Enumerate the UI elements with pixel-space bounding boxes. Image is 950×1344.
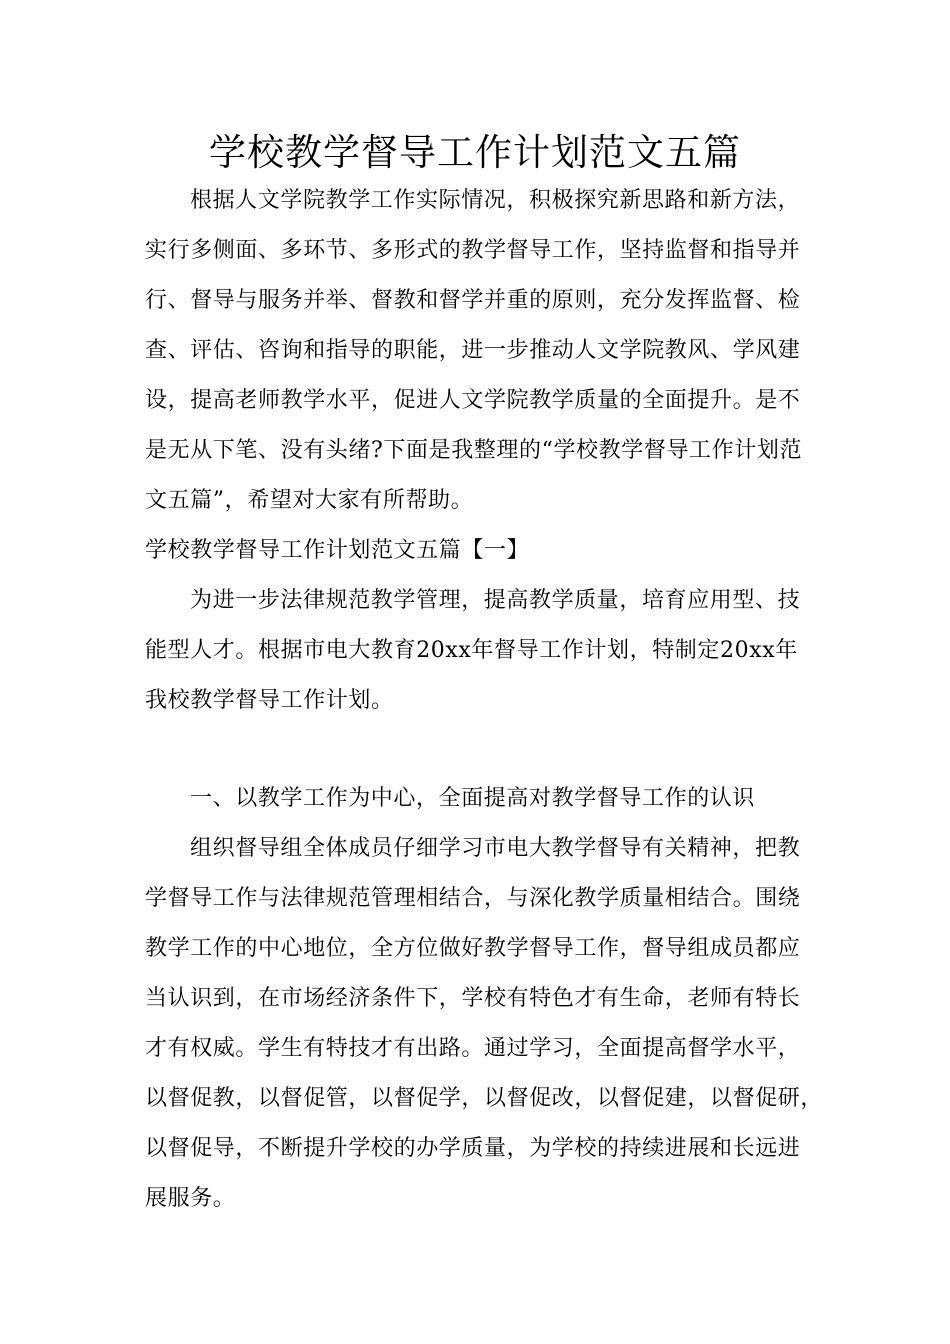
intro-line: 实行多侧面、多环节、多形式的教学督导工作，坚持监督和指导并 bbox=[145, 238, 801, 263]
section-heading: 学校教学督导工作计划范文五篇【一】 bbox=[145, 538, 530, 563]
intro-line: 文五篇”，希望对大家有所帮助。 bbox=[145, 488, 474, 513]
paragraph-line: 展服务。 bbox=[145, 1186, 236, 1211]
intro-line: 查、评估、咨询和指导的职能，进一步推动人文学院教风、学风建 bbox=[145, 338, 801, 363]
subheading: 一、以教学工作为中心，全面提高对教学督导工作的认识 bbox=[190, 786, 756, 811]
paragraph-line: 当认识到，在市场经济条件下，学校有特色才有生命，老师有特长 bbox=[145, 986, 801, 1011]
document-title: 学校教学督导工作计划范文五篇 bbox=[209, 131, 741, 174]
intro-line: 设，提高老师教学水平，促进人文学院教学质量的全面提升。是不 bbox=[145, 388, 801, 413]
paragraph-line: 学督导工作与法律规范管理相结合，与深化教学质量相结合。围绕 bbox=[145, 886, 801, 911]
paragraph-line: 以督促导，不断提升学校的办学质量，为学校的持续进展和长远进 bbox=[145, 1136, 801, 1161]
paragraph-line: 以督促教，以督促管，以督促学，以督促改，以督促建，以督促研， bbox=[145, 1086, 824, 1111]
paragraph-line: 我校教学督导工作计划。 bbox=[145, 688, 394, 713]
paragraph-line: 组织督导组全体成员仔细学习市电大教学督导有关精神，把教 bbox=[190, 836, 801, 861]
intro-line: 是无从下笔、没有头绪?下面是我整理的“学校教学督导工作计划范 bbox=[145, 438, 803, 463]
intro-line: 行、督导与服务并举、督教和督学并重的原则，充分发挥监督、检 bbox=[145, 288, 801, 313]
paragraph-line: 为进一步法律规范教学管理，提高教学质量，培育应用型、技 bbox=[190, 588, 801, 613]
paragraph-line: 能型人才。根据市电大教育20xx年督导工作计划，特制定20xx年 bbox=[145, 638, 798, 663]
intro-line: 根据人文学院教学工作实际情况，积极探究新思路和新方法， bbox=[190, 188, 801, 213]
paragraph-line: 教学工作的中心地位，全方位做好教学督导工作，督导组成员都应 bbox=[145, 936, 801, 961]
paragraph-line: 才有权威。学生有特技才有出路。通过学习，全面提高督学水平， bbox=[145, 1036, 801, 1061]
